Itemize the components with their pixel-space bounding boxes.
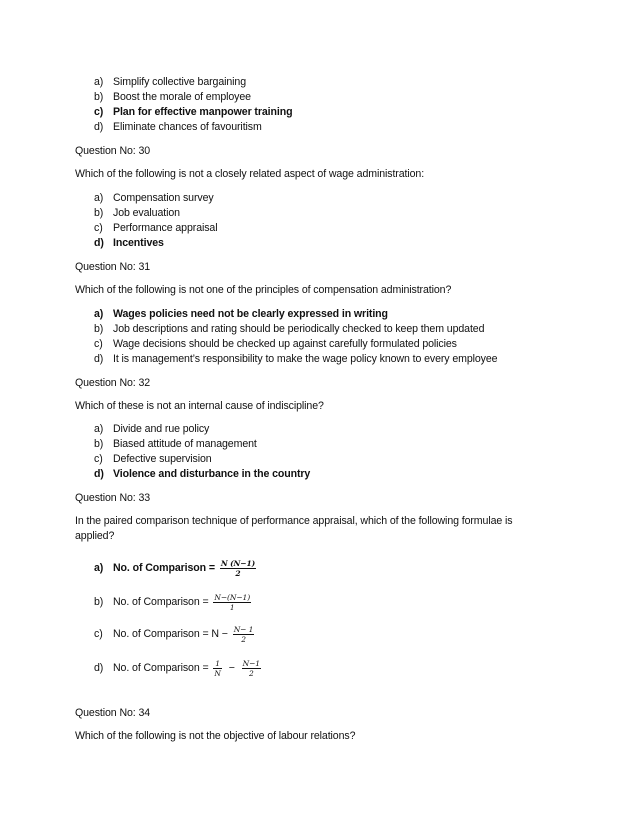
fraction — [213, 659, 221, 678]
q31-heading: Question No: 31 — [75, 261, 151, 273]
fraction-numerator: N (N−1) — [220, 558, 256, 568]
q30-option-c — [94, 221, 614, 235]
q34-heading: Question No: 34 — [75, 707, 151, 719]
option-formula — [113, 556, 258, 580]
q31-option-b — [94, 322, 614, 336]
option-text: Performance appraisal — [113, 222, 218, 234]
option-text: Violence and disturbance in the country — [113, 468, 311, 480]
option-letter: a) — [94, 192, 104, 204]
fraction-numerator: N− 1 — [233, 624, 254, 634]
q29-option-c-answer — [94, 105, 614, 119]
option-letter: b) — [94, 323, 104, 335]
formula-label: No. of Comparison = — [113, 562, 215, 574]
option-formula — [113, 656, 263, 680]
q33-option-c — [94, 622, 614, 646]
fraction-denominator: 2 — [248, 668, 254, 678]
fraction-denominator: 2 — [241, 634, 246, 644]
fraction-numerator: N−1 — [242, 658, 260, 668]
option-text: Simplify collective bargaining — [113, 76, 247, 88]
option-text: Eliminate chances of favouritism — [113, 121, 262, 133]
option-letter: b) — [94, 596, 104, 608]
option-text: Boost the morale of employee — [113, 91, 251, 103]
formula-label: No. of Comparison = — [113, 596, 209, 608]
q33-option-d — [94, 656, 614, 680]
option-letter: d) — [94, 662, 104, 674]
fraction — [242, 659, 261, 678]
fraction — [213, 593, 251, 612]
q34-question: Which of the following is not the objective of labour relations? — [75, 730, 356, 742]
option-letter: b) — [94, 91, 104, 103]
q32-option-d-answer — [94, 467, 614, 481]
option-letter: c) — [94, 453, 103, 465]
q33-question: In the paired comparison technique of performance appraisal, which of the following formulae is applied? — [75, 515, 513, 542]
q31-option-a-answer — [94, 307, 614, 321]
option-letter: c) — [94, 106, 104, 118]
option-text: Defective supervision — [113, 453, 212, 465]
option-text: Wage decisions should be checked up against carefully formulated policies — [113, 338, 457, 350]
option-letter: b) — [94, 438, 104, 450]
option-text: It is management’s responsibility to make the wage policy known to every employee — [113, 353, 498, 365]
option-letter: c) — [94, 628, 103, 640]
option-letter: c) — [94, 338, 103, 350]
option-text: Wages policies need not be clearly expressed in writing — [113, 308, 388, 320]
option-letter: d) — [94, 237, 104, 249]
fraction-denominator: 2 — [235, 568, 241, 578]
q29-option-d — [94, 120, 614, 134]
fraction-numerator: N−(N−1) — [214, 592, 251, 602]
option-text: Compensation survey — [113, 192, 214, 204]
option-letter: c) — [94, 222, 103, 234]
option-text: Job evaluation — [113, 207, 180, 219]
option-letter: a) — [94, 562, 104, 574]
q30-question: Which of the following is not a closely related aspect of wage administration: — [75, 168, 425, 180]
minus-operator: − — [228, 662, 235, 674]
q32-option-b — [94, 437, 614, 451]
option-text: Divide and rue policy — [113, 423, 210, 435]
option-formula — [113, 622, 256, 646]
fraction — [220, 559, 256, 578]
q32-question: Which of these is not an internal cause of indiscipline? — [75, 400, 324, 412]
q33-option-b — [94, 590, 614, 614]
fraction-denominator: 1 — [229, 602, 235, 612]
q30-option-d-answer — [94, 236, 614, 250]
option-letter: a) — [94, 308, 104, 320]
q32-heading: Question No: 32 — [75, 377, 151, 389]
option-letter: d) — [94, 353, 104, 365]
formula-label: No. of Comparison = N − — [113, 628, 228, 640]
option-letter: d) — [94, 121, 104, 133]
option-text: Plan for effective manpower training — [113, 106, 293, 118]
q33-option-a-answer — [94, 556, 614, 580]
q31-option-d — [94, 352, 614, 366]
option-text: Job descriptions and rating should be periodically checked to keep them updated — [113, 323, 485, 335]
q33-heading: Question No: 33 — [75, 492, 151, 504]
q30-heading: Question No: 30 — [75, 145, 151, 157]
q30-option-a — [94, 191, 614, 205]
q31-option-c — [94, 337, 614, 351]
option-formula — [113, 590, 253, 614]
option-letter: d) — [94, 468, 104, 480]
option-text: Incentives — [113, 237, 164, 249]
option-letter: b) — [94, 207, 104, 219]
q32-option-c — [94, 452, 614, 466]
fraction-numerator: 1 — [215, 658, 220, 668]
fraction — [233, 625, 255, 644]
option-text: Biased attitude of management — [113, 438, 257, 450]
q31-question: Which of the following is not one of the principles of compensation administration? — [75, 284, 452, 296]
q29-option-b — [94, 90, 614, 104]
option-letter: a) — [94, 423, 104, 435]
q32-option-a — [94, 422, 614, 436]
formula-label: No. of Comparison = — [113, 662, 209, 674]
option-letter: a) — [94, 76, 104, 88]
q29-option-a — [94, 75, 614, 89]
q30-option-b — [94, 206, 614, 220]
fraction-denominator: N — [214, 668, 221, 678]
